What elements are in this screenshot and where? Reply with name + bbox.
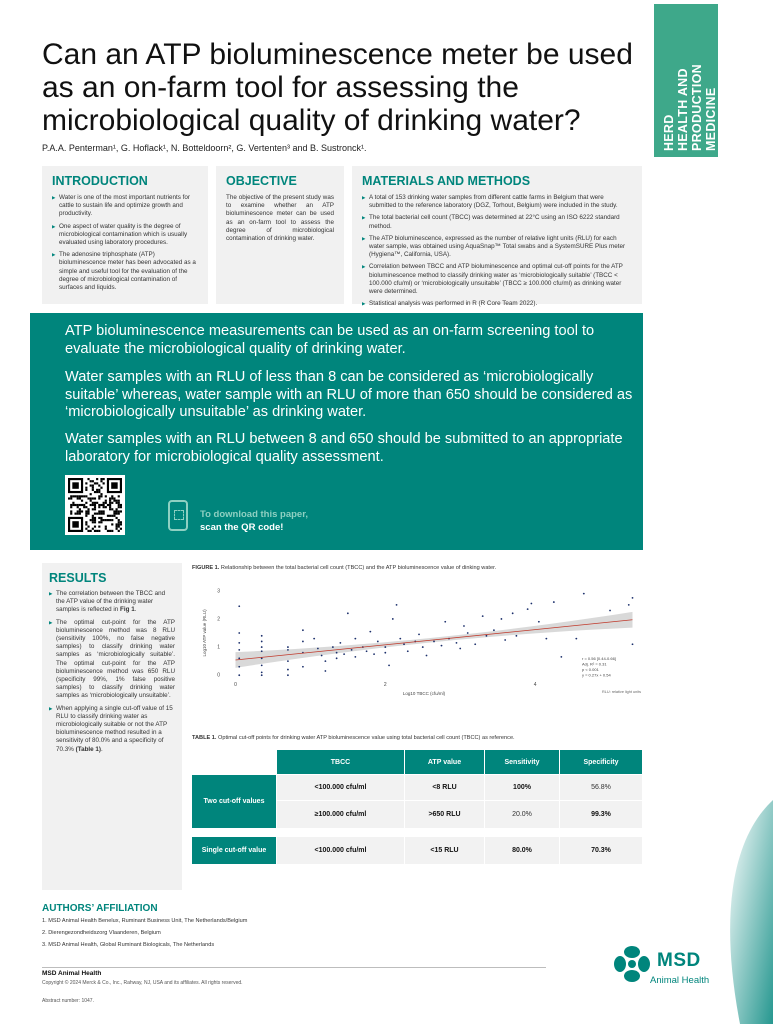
data-point bbox=[261, 671, 263, 673]
section-tab bbox=[654, 4, 718, 157]
data-point bbox=[302, 629, 304, 631]
table-cell: <100.000 cfu/ml bbox=[276, 774, 404, 800]
chart-footnote: RLU: relative light units bbox=[602, 690, 642, 694]
stat-annotation: p < 0.001 bbox=[582, 667, 599, 672]
data-point bbox=[336, 657, 338, 659]
msd-logo-subtitle: Animal Health bbox=[650, 975, 710, 986]
results-panel bbox=[42, 563, 182, 890]
table-header: Specificity bbox=[559, 750, 642, 774]
data-point bbox=[321, 655, 323, 657]
method-item: ▶ Correlation between TBCC and ATP bioluminescence and optimal cut-off points for the ATP bioluminescence method to classify drinking water as ‘microbiologically suitable’ (TBCC < 100.000 cfu/ml) or ‘microbiologically unsuitable’ (TBCC ≥ 100.000 cfu/ml) as drinking water were determined. bbox=[362, 263, 632, 296]
affiliation-item: 3. MSD Animal Health, Global Ruminant Biologicals, The Netherlands bbox=[42, 942, 215, 948]
row-group-label: Two cut-off values bbox=[192, 774, 276, 828]
data-point bbox=[530, 603, 532, 605]
table-header: ATP value bbox=[404, 750, 484, 774]
footer-divider bbox=[42, 967, 546, 968]
data-point bbox=[351, 649, 353, 651]
data-point bbox=[354, 638, 356, 640]
data-point bbox=[433, 641, 435, 643]
author-list: P.A.A. Penterman¹, G. Hoflack¹, N. Botteldoorn², G. Vertenten³ and B. Sustronck¹. bbox=[42, 143, 367, 153]
msd-logo-icon bbox=[612, 944, 652, 984]
data-point bbox=[261, 674, 263, 676]
data-point bbox=[444, 621, 446, 623]
method-item: ▶ The ATP bioluminescence, expressed as the number of relative light units (RLU) for each water sample, was obtained using AquaSnap™ Total swabs and a SystemSURE Plus meter (Hygiena™, California, USA). bbox=[362, 235, 632, 260]
table-cell: 70.3% bbox=[559, 836, 642, 864]
data-point bbox=[238, 605, 240, 607]
conclusion-message: Water samples with an RLU of less than 8 can be considered as ‘microbiologically suitable’ whereas, water sample with an RLU of more than 650 should be considered as ‘microbiologically unsuitable’ as drinking water. bbox=[65, 369, 633, 420]
data-point bbox=[504, 639, 506, 641]
data-point bbox=[388, 664, 390, 666]
data-point bbox=[369, 631, 371, 633]
affiliation-item: 2. Dierengezondheidszorg Vlaanderen, Belgium bbox=[42, 930, 161, 936]
data-point bbox=[324, 660, 326, 662]
data-point bbox=[441, 645, 443, 647]
table-cell: 100% bbox=[484, 774, 559, 800]
data-point bbox=[553, 601, 555, 603]
data-point bbox=[384, 646, 386, 648]
data-point bbox=[287, 649, 289, 651]
data-point bbox=[238, 642, 240, 644]
data-point bbox=[238, 649, 240, 651]
stat-annotation: y = 0.27x + 0.54 bbox=[582, 672, 611, 678]
abstract-number: Abstract number: 1047. bbox=[42, 998, 94, 1004]
table-header: Sensitivity bbox=[484, 750, 559, 774]
result-item: ▶ The optimal cut-point for the ATP bioluminescence method was 8 RLU (sensitivity 100%, no false negative samples) to classify drinking water samples as ‘microbiologically suitable’. The optimal cut-point for the ATP bioluminescence method was 650 RLU (specificity 99%, 1% false positive samples) to classify drinking water samples as ‘microbiologically unsuitable’. bbox=[49, 619, 175, 701]
data-point bbox=[377, 641, 379, 643]
row-group-label: Single cut-off value bbox=[192, 836, 276, 864]
table-cell: ≥100.000 cfu/ml bbox=[276, 800, 404, 828]
method-item: ▶ A total of 153 drinking water samples from different cattle farms in Belgium that were submitted to the reference laboratory (DGZ, Torhout, Belgium) were included in the study. bbox=[362, 194, 632, 210]
data-point bbox=[467, 632, 469, 634]
download-prompt: To download this paper, bbox=[200, 509, 309, 520]
table-cell: >650 RLU bbox=[404, 800, 484, 828]
conclusion-message: ATP bioluminescence measurements can be used as an on-farm screening tool to evaluate the microbiological quality of drinking water. bbox=[65, 323, 595, 357]
x-axis-label: Log10 TBCC (cfu/ml) bbox=[402, 691, 446, 696]
msd-logo-word: MSD bbox=[657, 950, 701, 971]
table-cell: 20.0% bbox=[484, 800, 559, 828]
phone-icon bbox=[168, 500, 188, 531]
regression-line bbox=[235, 620, 632, 660]
results-heading: RESULTS bbox=[49, 571, 107, 585]
introduction-heading: INTRODUCTION bbox=[52, 174, 148, 188]
data-point bbox=[366, 650, 368, 652]
data-point bbox=[516, 635, 518, 637]
data-point bbox=[339, 642, 341, 644]
data-point bbox=[632, 597, 634, 599]
data-point bbox=[609, 610, 611, 612]
data-point bbox=[486, 635, 488, 637]
data-point bbox=[545, 638, 547, 640]
data-point bbox=[347, 612, 349, 614]
data-point bbox=[399, 638, 401, 640]
data-point bbox=[575, 638, 577, 640]
data-point bbox=[317, 648, 319, 650]
data-point bbox=[302, 666, 304, 668]
data-point bbox=[512, 612, 514, 614]
table-caption: TABLE 1. Optimal cut-off points for drinking water ATP bioluminescence value using total bacterial cell count (TBCC) as reference. bbox=[192, 735, 515, 741]
methods-heading: MATERIALS AND METHODS bbox=[362, 174, 531, 188]
data-point bbox=[261, 650, 263, 652]
data-point bbox=[261, 646, 263, 648]
data-point bbox=[261, 664, 263, 666]
data-point bbox=[418, 634, 420, 636]
data-point bbox=[482, 615, 484, 617]
data-point bbox=[628, 604, 630, 606]
table-cell: 56.8% bbox=[559, 774, 642, 800]
table-header: TBCC bbox=[276, 750, 404, 774]
data-point bbox=[287, 674, 289, 676]
poster-title: Can an ATP bioluminescence meter be used as an on-farm tool for assessing the microbiological quality of drinking water? bbox=[42, 38, 633, 137]
data-point bbox=[456, 642, 458, 644]
data-point bbox=[407, 650, 409, 652]
affiliation-heading: AUTHORS’ AFFILIATION bbox=[42, 903, 158, 914]
download-cta: scan the QR code! bbox=[200, 522, 284, 533]
data-point bbox=[238, 666, 240, 668]
data-point bbox=[426, 655, 428, 657]
qr-code[interactable] bbox=[65, 475, 125, 535]
data-point bbox=[560, 656, 562, 658]
method-item: ▶ The total bacterial cell count (TBCC) was determined at 22°C using an ISO 6222 standard method. bbox=[362, 214, 632, 230]
table-cell: <15 RLU bbox=[404, 836, 484, 864]
figure-caption: FIGURE 1. Relationship between the total bacterial cell count (TBCC) and the ATP bioluminescence value of dinking water. bbox=[192, 565, 497, 571]
intro-item: ▶ The adenosine triphosphate (ATP) bioluminescence meter has been advocated as a simple and useful tool for the evaluation of the degree of microbiological contamination of surfaces and liquids. bbox=[52, 251, 198, 292]
data-point bbox=[474, 643, 476, 645]
data-point bbox=[261, 635, 263, 637]
scatter-chart bbox=[190, 580, 650, 705]
data-point bbox=[287, 646, 289, 648]
y-tick-label: 3 bbox=[217, 588, 220, 595]
stat-annotation: Adj. R² = 0.31 bbox=[582, 661, 607, 667]
y-tick-label: 1 bbox=[217, 644, 220, 651]
data-point bbox=[373, 653, 375, 655]
data-point bbox=[538, 621, 540, 623]
data-point bbox=[403, 643, 405, 645]
affiliation-item: 1. MSD Animal Health Benelux, Ruminant Business Unit, The Netherlands/Belgium bbox=[42, 918, 248, 924]
intro-item: ▶ Water is one of the most important nutrients for cattle to sustain life and optimize growth and productivity. bbox=[52, 194, 198, 219]
section-tab-text: HERD HEALTH AND PRODUCTION MEDICINE bbox=[662, 63, 718, 151]
y-tick-label: 0 bbox=[217, 672, 220, 679]
table-cell: 99.3% bbox=[559, 800, 642, 828]
conclusion-message: Water samples with an RLU between 8 and 650 should be submitted to an appropriate laboratory for microbiological quality assessment. bbox=[65, 431, 623, 465]
methods-panel bbox=[352, 166, 642, 308]
table-cell: 80.0% bbox=[484, 836, 559, 864]
conclusion-banner bbox=[30, 313, 643, 550]
footer-brand: MSD Animal Health bbox=[42, 970, 102, 977]
data-point bbox=[332, 646, 334, 648]
data-point bbox=[583, 593, 585, 595]
data-point bbox=[238, 674, 240, 676]
data-point bbox=[354, 656, 356, 658]
data-point bbox=[313, 638, 315, 640]
objective-panel bbox=[216, 166, 344, 304]
data-point bbox=[343, 653, 345, 655]
data-point bbox=[238, 657, 240, 659]
x-tick-label: 2 bbox=[383, 682, 387, 688]
data-point bbox=[493, 629, 495, 631]
cutoff-table bbox=[192, 750, 642, 864]
method-item: ▶ Statistical analysis was performed in R (R Core Team 2022). bbox=[362, 300, 632, 308]
x-tick-label: 4 bbox=[533, 682, 537, 688]
table-cell: <8 RLU bbox=[404, 774, 484, 800]
data-point bbox=[336, 652, 338, 654]
data-point bbox=[527, 608, 529, 610]
intro-item: ▶ One aspect of water quality is the degree of microbiological contamination which is usually evaluated using laboratory procedures. bbox=[52, 223, 198, 248]
data-point bbox=[632, 643, 634, 645]
footer-copyright: Copyright © 2024 Merck & Co., Inc., Rahway, NJ, USA and its affiliates. All rights reserved. bbox=[42, 980, 243, 986]
data-point bbox=[392, 618, 394, 620]
data-point bbox=[302, 641, 304, 643]
data-point bbox=[261, 641, 263, 643]
data-point bbox=[501, 618, 503, 620]
data-point bbox=[384, 652, 386, 654]
objective-text: The objective of the present study was to examine whether an ATP bioluminescence meter can be used as an on-farm tool to assess the degree of microbiological contamination of drinking water. bbox=[226, 194, 334, 243]
data-point bbox=[396, 604, 398, 606]
x-tick-label: 0 bbox=[234, 682, 237, 688]
data-point bbox=[287, 669, 289, 671]
data-point bbox=[459, 648, 461, 650]
table-cell: <100.000 cfu/ml bbox=[276, 836, 404, 864]
result-item: ▶ The correlation between the TBCC and the ATP value of the drinking water samples is reflected in Fig 1. bbox=[49, 590, 175, 615]
objective-heading: OBJECTIVE bbox=[226, 174, 297, 188]
result-item: ▶ When applying a single cut-off value of 15 RLU to classify drinking water as microbiologically suitable or not the ATP bioluminescence method resulted in a sensitivity of 80.0% and a specificity of 70.3% (Table 1). bbox=[49, 705, 175, 754]
qr-code-icon bbox=[68, 478, 122, 532]
y-axis-label: Log10 ATP value (RLU) bbox=[202, 609, 207, 657]
introduction-panel bbox=[42, 166, 208, 304]
data-point bbox=[463, 625, 465, 627]
data-point bbox=[287, 660, 289, 662]
stat-annotation: r = 0.56 [0.44-0.66] bbox=[582, 656, 616, 661]
data-point bbox=[324, 670, 326, 672]
y-tick-label: 2 bbox=[217, 616, 220, 623]
decorative-swoosh bbox=[700, 800, 773, 1024]
data-point bbox=[422, 646, 424, 648]
data-point bbox=[238, 632, 240, 634]
